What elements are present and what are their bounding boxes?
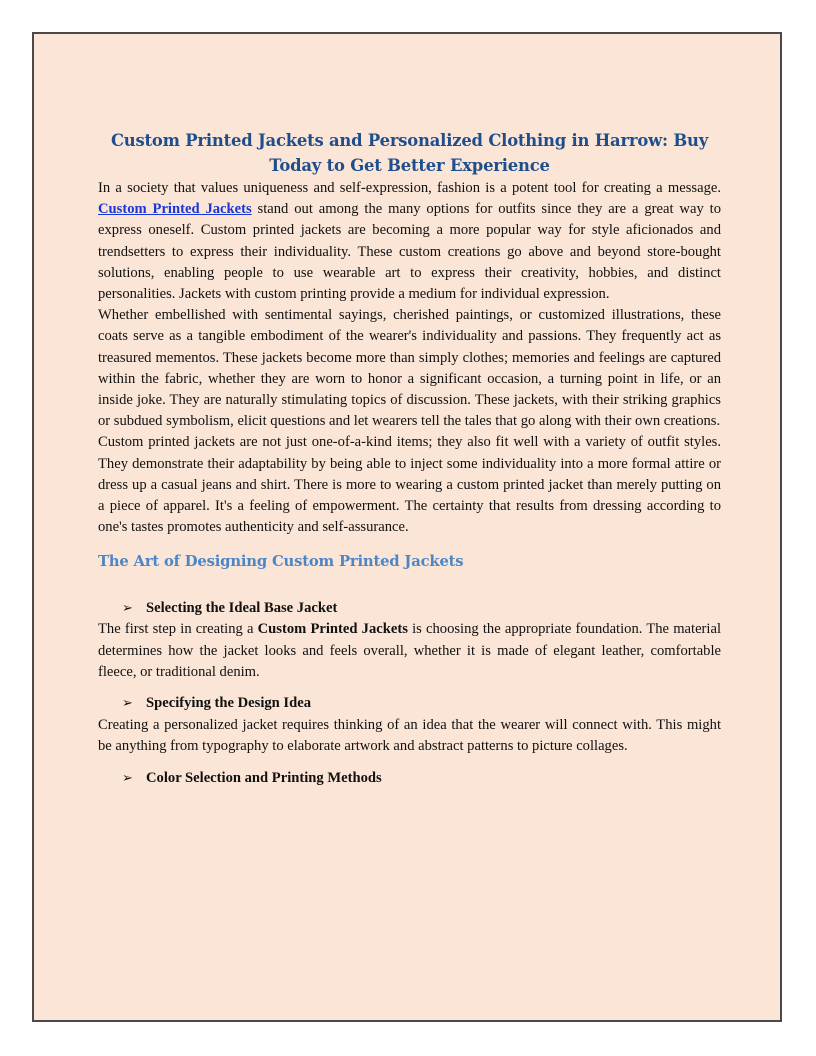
- arrow-bullet-icon: ➢: [122, 770, 133, 786]
- intro-paragraph: [98, 178, 721, 305]
- document-content: [98, 128, 721, 789]
- bullet-label: Selecting the Ideal Base Jacket: [146, 599, 338, 616]
- paragraph-mementos: Whether embellished with sentimental sayings, cherished paintings, or customized illustrations, these coats serve as a tangible embodiment of the wearer's individuality and passions. They frequently act as treasured mementos. These jackets become more than simply clothes; memories and feelings are captured within the fabric, whether they are worn to honor a significant occasion, a turning point in life, or an inside joke. They are naturally stimulating topics of discussion. These jackets, with their striking graphics or subdued symbolism, elicit questions and let wearers tell the tales that go along with their own creations.: [98, 307, 721, 430]
- bullet-item: [122, 597, 721, 619]
- paragraph-styles: Custom printed jackets are not just one-of-a-kind items; they also fit well with a variety of outfit styles. They demonstrate their adaptability by being able to inject some individuality into a more formal attire or dress up a casual jeans and shirt. There is more to wearing a custom printed jacket than merely putting on a piece of apparel. It's a feeling of empowerment. The certainty that results from dressing according to one's tastes promotes authenticity and self-assurance.: [98, 434, 721, 536]
- arrow-bullet-icon: ➢: [122, 600, 133, 616]
- bullet-label: Color Selection and Printing Methods: [146, 769, 382, 786]
- intro-text-after-link: stand out among the many options for outfits since they are a great way to express oneself. Custom printed jackets are becoming a more popular way for style aficionados and trendsetters to express their individuality. These custom creations go above and beyond store-bought solutions, enabling people to use wearable art to express their creativity, hobbies, and distinct personalities. Jackets with custom printing provide a medium for individual expression.: [98, 201, 721, 303]
- base-jacket-text-before: The first step in creating a: [98, 621, 258, 638]
- intro-text-before-link: In a society that values uniqueness and self-expression, fashion is a potent tool for creating a message.: [98, 180, 721, 196]
- base-jacket-bold-keyword: Custom Printed Jackets: [257, 621, 408, 638]
- paragraph-design-idea: Creating a personalized jacket requires thinking of an idea that the wearer will connect with. This might be anything from typography to elaborate artwork and abstract patterns to picture collages.: [98, 717, 721, 755]
- section-heading: The Art of Designing Custom Printed Jackets: [98, 553, 464, 571]
- bullet-item: [122, 693, 721, 715]
- arrow-bullet-icon: ➢: [122, 696, 133, 712]
- custom-printed-jackets-link[interactable]: Custom Printed Jackets: [98, 201, 252, 218]
- bullet-label: Specifying the Design Idea: [146, 695, 311, 712]
- bullet-item: [122, 767, 721, 789]
- paragraph-base-jacket: [98, 619, 721, 683]
- document-title: Custom Printed Jackets and Personalized Clothing in Harrow: Buy Today to Get Better Experience: [110, 131, 709, 175]
- base-jacket-text-after: is choosing the appropriate foundation. The material determines how the jacket looks and feels overall, whether it is made of elegant leather, comfortable fleece, or traditional denim.: [98, 621, 722, 680]
- document-page: [32, 32, 782, 1022]
